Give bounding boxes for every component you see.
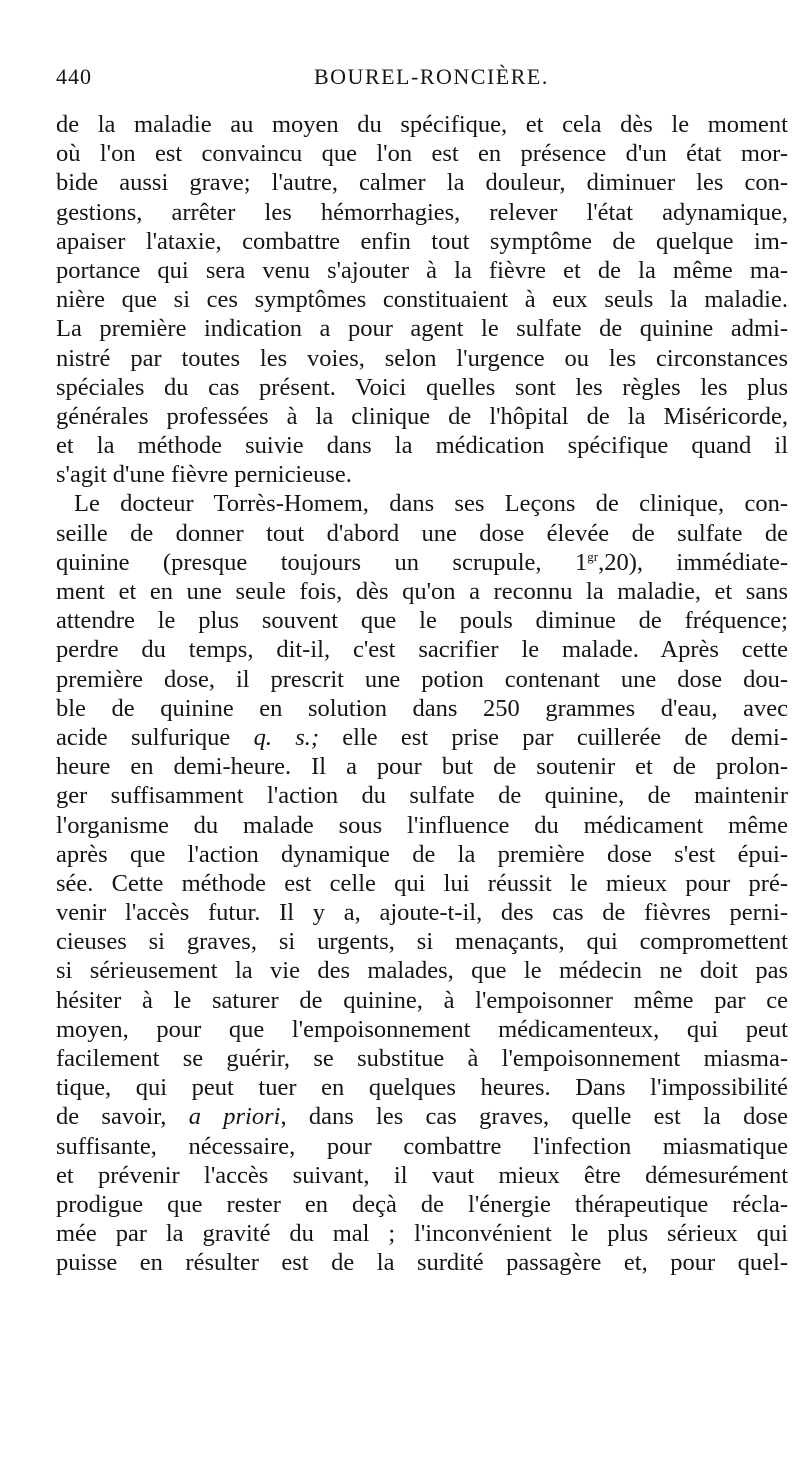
- text-fragment: ,20), immédiate-: [598, 548, 788, 576]
- text-line: heure en demi-heure. Il a pour but de soutenir et de prolon-: [56, 753, 788, 781]
- running-title: BOUREL-RONCIÈRE.: [314, 64, 549, 89]
- text-line: attendre le plus souvent que le pouls diminue de fréquence;: [56, 607, 788, 635]
- text-line: moyen, pour que l'empoisonnement médicamenteux, qui peut: [56, 1015, 788, 1043]
- text-line: ment et en une seule fois, dès qu'on a reconnu la maladie, et sans: [56, 578, 788, 605]
- page-number: 440: [56, 64, 92, 89]
- text-line: apaiser l'ataxie, combattre enfin tout symptôme de quelque im-: [56, 227, 788, 255]
- text-line: venir l'accès futur. Il y a, ajoute-t-il, des cas de fièvres perni-: [56, 899, 788, 927]
- gram-unit: gr: [587, 548, 599, 564]
- text-line: première dose, il prescrit une potion contenant une dose dou-: [56, 665, 788, 693]
- text-line: mée par la gravité du mal ; l'inconvénient le plus sérieux qui: [56, 1220, 788, 1248]
- text-line: hésiter à le saturer de quinine, à l'empoisonner même par ce: [56, 986, 788, 1014]
- text-line: et la méthode suivie dans la médication spécifique quand il: [56, 432, 788, 460]
- text-line: tique, qui peut tuer en quelques heures. Dans l'impossibilité: [56, 1074, 788, 1102]
- paragraph-2: [56, 489, 788, 1277]
- text-line: portance qui sera venu s'ajouter à la fièvre et de la même ma-: [56, 256, 788, 284]
- text-line: gestions, arrêter les hémorrhagies, relever l'état adynamique,: [56, 198, 788, 226]
- text-line: après que l'action dynamique de la première dose s'est épui-: [56, 840, 788, 868]
- text-fragment: , dans les cas graves, quelle est la dose: [280, 1103, 788, 1131]
- text-line: cieuses si graves, si urgents, si menaçants, qui compromettent: [56, 928, 788, 956]
- text-line: s'agit d'une fièvre pernicieuse.: [56, 461, 352, 489]
- text-line: de la maladie au moyen du spécifique, et cela dès le moment: [56, 111, 788, 138]
- text-fragment: acide sulfurique: [56, 723, 254, 751]
- text-line: générales professées à la clinique de l'hôpital de la Miséricorde,: [56, 402, 788, 430]
- text-line: suffisante, nécessaire, pour combattre l'infection miasmatique: [56, 1132, 788, 1160]
- text-line: sée. Cette méthode est celle qui lui réussit le mieux pour pré-: [56, 869, 788, 897]
- text-line: facilement se guérir, se substitue à l'empoisonnement miasma-: [56, 1045, 788, 1072]
- book-page: [56, 58, 788, 1277]
- text-line: où l'on est convaincu que l'on est en présence d'un état mor-: [56, 140, 788, 168]
- text-line: nistré par toutes les voies, selon l'urgence ou les circonstances: [56, 344, 788, 372]
- text-line: et prévenir l'accès suivant, il vaut mieux être démesurément: [56, 1161, 788, 1189]
- page-header: [56, 58, 788, 98]
- text-line: bide aussi grave; l'autre, calmer la douleur, diminuer les con-: [56, 169, 788, 197]
- paragraph-1: [56, 110, 788, 489]
- text-line: spéciales du cas présent. Voici quelles sont les règles les plus: [56, 373, 788, 401]
- text-line: nière que si ces symptômes constituaient à eux seuls la maladie.: [56, 286, 788, 314]
- italic-apriori: a priori: [188, 1103, 281, 1131]
- text-line-apriori: [56, 1102, 788, 1131]
- text-line: si sérieusement la vie des malades, que le médecin ne doit pas: [56, 957, 788, 985]
- text-line: Le docteur Torrès-Homem, dans ses Leçons de clinique, con-: [74, 490, 788, 518]
- text-fragment: quinine (presque toujours un scrupule, 1: [56, 548, 588, 576]
- text-line-qs: [56, 723, 788, 752]
- text-fragment: elle est prise par cuillerée de demi-: [319, 723, 788, 751]
- body-text: [56, 110, 788, 1278]
- text-line: l'organisme du malade sous l'influence du médicament même: [56, 811, 788, 839]
- text-line-dose: [56, 548, 788, 577]
- text-line: perdre du temps, dit-il, c'est sacrifier le malade. Après cette: [56, 636, 788, 664]
- text-line: seille de donner tout d'abord une dose élevée de sulfate de: [56, 519, 788, 547]
- text-line: ger suffisamment l'action du sulfate de quinine, de maintenir: [56, 782, 788, 810]
- text-line: prodigue que rester en deçà de l'énergie thérapeutique récla-: [56, 1190, 788, 1218]
- text-line: puisse en résulter est de la surdité passagère et, pour quel-: [56, 1249, 788, 1277]
- text-fragment: de savoir,: [56, 1103, 189, 1131]
- text-line: La première indication a pour agent le sulfate de quinine admi-: [56, 315, 788, 343]
- italic-qs: q. s.;: [253, 723, 320, 751]
- text-line: ble de quinine en solution dans 250 grammes d'eau, avec: [56, 694, 788, 722]
